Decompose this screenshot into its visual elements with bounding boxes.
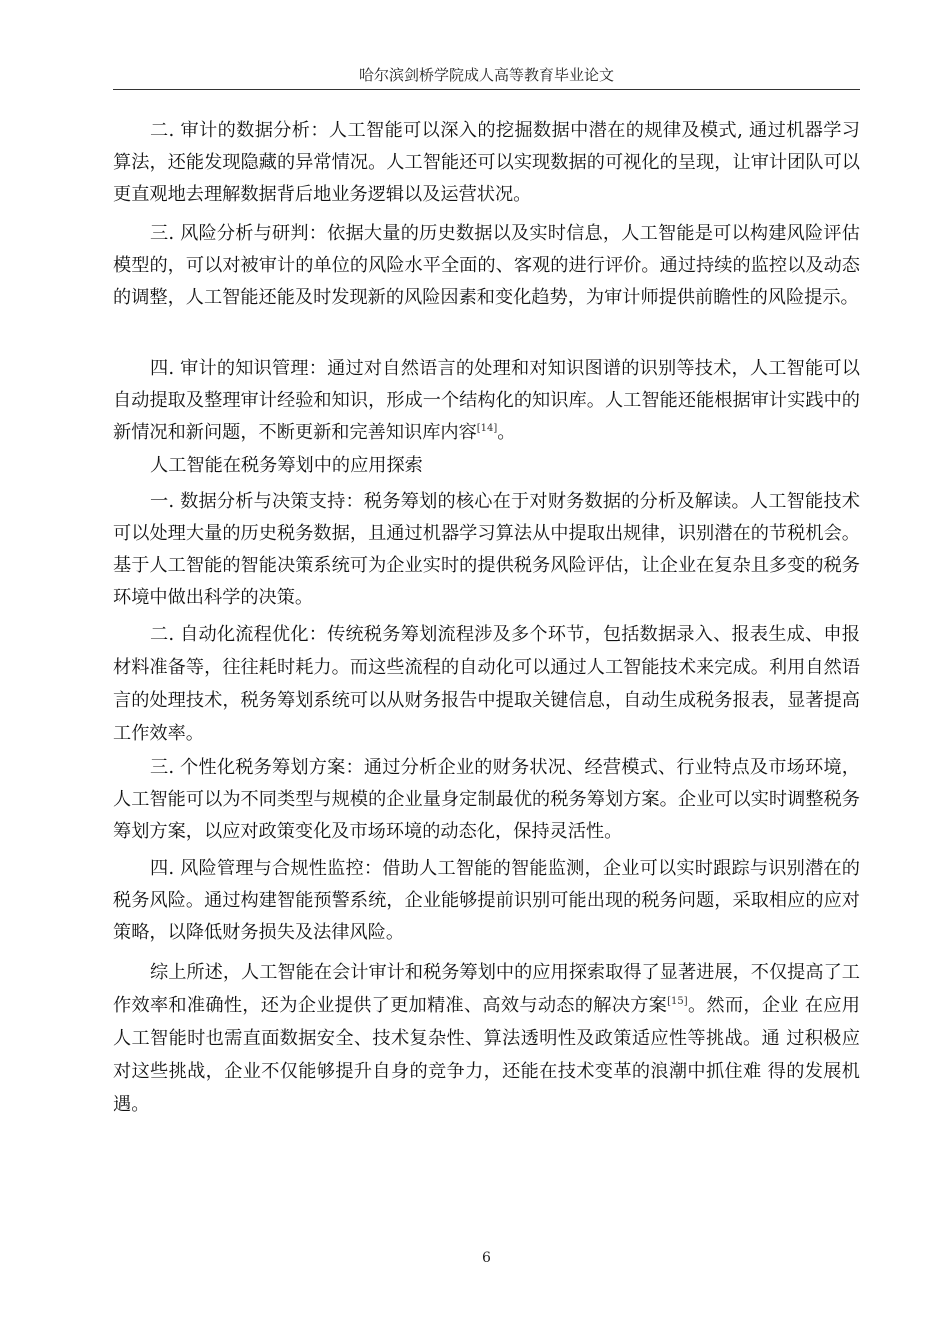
paragraph-knowledge-management — [113, 353, 860, 449]
paragraph-risk-analysis: 三. 风险分析与研判：依据大量的历史数据以及实时信息，人工智能是可以构建风险评估模型的，可以对被审计的单位的风险水平全面的、客观的进行评价。通过持续的监控以及动态的调整，人工智能还能及时发现新的风险因素和变化趋势，为审计师提供前瞻性的风险提示。 — [113, 223, 860, 308]
paragraph-conclusion — [113, 956, 860, 1121]
citation-14: [14] — [476, 423, 498, 434]
paragraph-text: 四. 审计的知识管理：通过对自然语言的处理和对知识图谱的识别等技术，人工智能可以自动提取及整理审计经验和知识，形成一个结构化的知识库。人工智能还能根据审计实践中的新情况和新问题，不断更新和完善知识库内容 — [113, 358, 860, 443]
page-number: 6 — [482, 1250, 491, 1266]
paragraph-personalized-plan: 三. 个性化税务筹划方案：通过分析企业的财务状况、经营模式、行业特点及市场环境，人工智能可以为不同类型与规模的企业量身定制最优的税务筹划方案。企业可以实时调整税务筹划方案，以应对政策变化及市场环境的动态化，保持灵活性。 — [113, 757, 860, 842]
paragraph-end: 。 — [497, 422, 516, 443]
paragraph-risk-compliance: 四. 风险管理与合规性监控：借助人工智能的智能监测，企业可以实时跟踪与识别潜在的税务风险。通过构建智能预警系统，企业能够提前识别可能出现的税务问题，采取相应的应对策略，以降低财务损失及法律风险。 — [113, 858, 860, 943]
section-heading: 人工智能在税务筹划中的应用探索 — [150, 455, 423, 476]
paragraph-text: 综上所述，人工智能在会计审计和税务筹划中的应用探索取得了显著进展，不仅提高了工作效率和准确性，还为企业提供了更加精准、高效与动态的解决方案 — [113, 962, 860, 1016]
paragraph-audit-data-analysis: 二. 审计的数据分析：人工智能可以深入的挖掘数据中潜在的规律及模式, 通过机器学习算法，还能发现隐藏的异常情况。人工智能还可以实现数据的可视化的呈现，让审计团队可以更直观地去理解数据背后地业务逻辑以及运营状况。 — [113, 120, 860, 205]
paragraph-end: 。然而，企业 在应用人工智能时也需直面数据安全、技术复杂性、算法透明性及政策适应性等挑战。通 过积极应对这些挑战，企业不仅能够提升自身的竞争力，还能在技术变革的浪潮中抓住难 得的发展机遇。 — [113, 995, 860, 1115]
header-divider — [113, 89, 860, 90]
citation-15: [15] — [667, 996, 688, 1007]
running-header: 哈尔滨剑桥学院成人高等教育毕业论文 — [358, 66, 614, 84]
paragraph-automation: 二. 自动化流程优化：传统税务筹划流程涉及多个环节，包括数据录入、报表生成、申报材料准备等，往往耗时耗力。而这些流程的自动化可以通过人工智能技术来完成。利用自然语言的处理技术，税务筹划系统可以从财务报告中提取关键信息，自动生成税务报表，显著提高工作效率。 — [113, 624, 860, 744]
paragraph-tax-data-analysis: 一. 数据分析与决策支持：税务筹划的核心在于对财务数据的分析及解读。人工智能技术可以处理大量的历史税务数据，且通过机器学习算法从中提取出规律，识别潜在的节税机会。基于人工智能的智能决策系统可为企业实时的提供税务风险评估，让企业在复杂且多变的税务环境中做出科学的决策。 — [113, 491, 860, 608]
